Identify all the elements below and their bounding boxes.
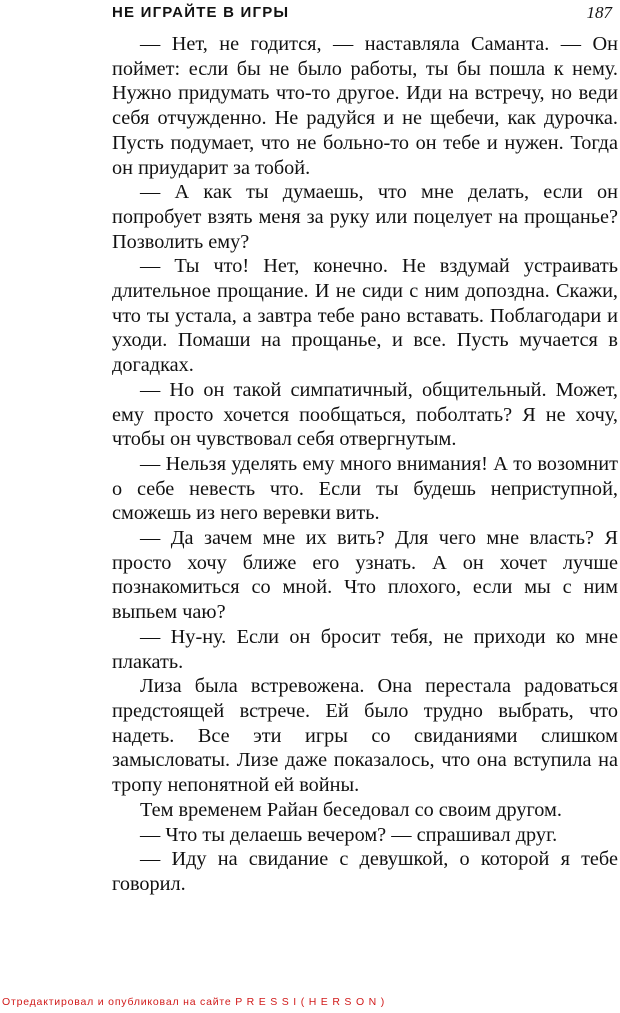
paragraph: — Что ты делаешь вечером? — спрашивал друг. [140, 823, 558, 846]
paragraph: Тем временем Райан беседовал со своим другом. [140, 798, 562, 821]
running-title: НЕ ИГРАЙТЕ В ИГРЫ [112, 4, 290, 21]
paragraph: — Иду на свидание с девушкой, о которой я тебе говорил. [112, 848, 618, 895]
publisher-credit: Отредактировал и опубликовал на сайте P R E S S I ( H E R S O N ) [2, 996, 386, 1008]
paragraph: — Ну-ну. Если он бросит тебя, не приходи ко мне плакать. [112, 625, 618, 673]
body-text [112, 32, 618, 897]
paragraph: — Нельзя уделять ему много внимания! А то возомнит о себе невесть что. Если ты будешь неприступной, сможешь из него веревки вить. [112, 452, 618, 525]
paragraph: Лиза была встревожена. Она перестала радоваться предстоящей встрече. Ей было трудно выбрать, что надеть. Все эти игры со свиданиями слишком замысловаты. Лизе даже показалось, что она вступила на тропу непонятной ей войны. [112, 675, 618, 797]
paragraph: — Нет, не годится, — наставляла Саманта. — Он поймет: если бы не было работы, ты бы пошла к нему. Нужно придумать что-то другое. Иди на встречу, но веди себя отчужденно. Не радуйся и не щебечи, как дурочка. Пусть подумает, что не больно-то он тебе и нужен. Тогда он приударит за тобой. [112, 33, 618, 179]
paragraph: — Ты что! Нет, конечно. Не вздумай устраивать длительное прощание. И не сиди с ним допоздна. Скажи, что ты устала, а завтра тебе рано вставать. Поблагодари и уходи. Помаши на прощанье, и все. Пусть мучается в догадках. [112, 255, 618, 377]
paragraph: — А как ты думаешь, что мне делать, если он попробует взять меня за руку или поцелует на прощанье? Позволить ему? [112, 181, 618, 253]
page-number: 187 [586, 3, 612, 22]
paragraph: — Но он такой симпатичный, общительный. Может, ему просто хочется пообщаться, поболтать? Я не хочу, чтобы он чувствовал себя отвергнутым. [112, 378, 618, 451]
paragraph: — Да зачем мне их вить? Для чего мне власть? Я просто хочу ближе его узнать. А он хочет лучше познакомиться со мной. Что плохого, если мы с ним выпьем чаю? [112, 527, 618, 624]
